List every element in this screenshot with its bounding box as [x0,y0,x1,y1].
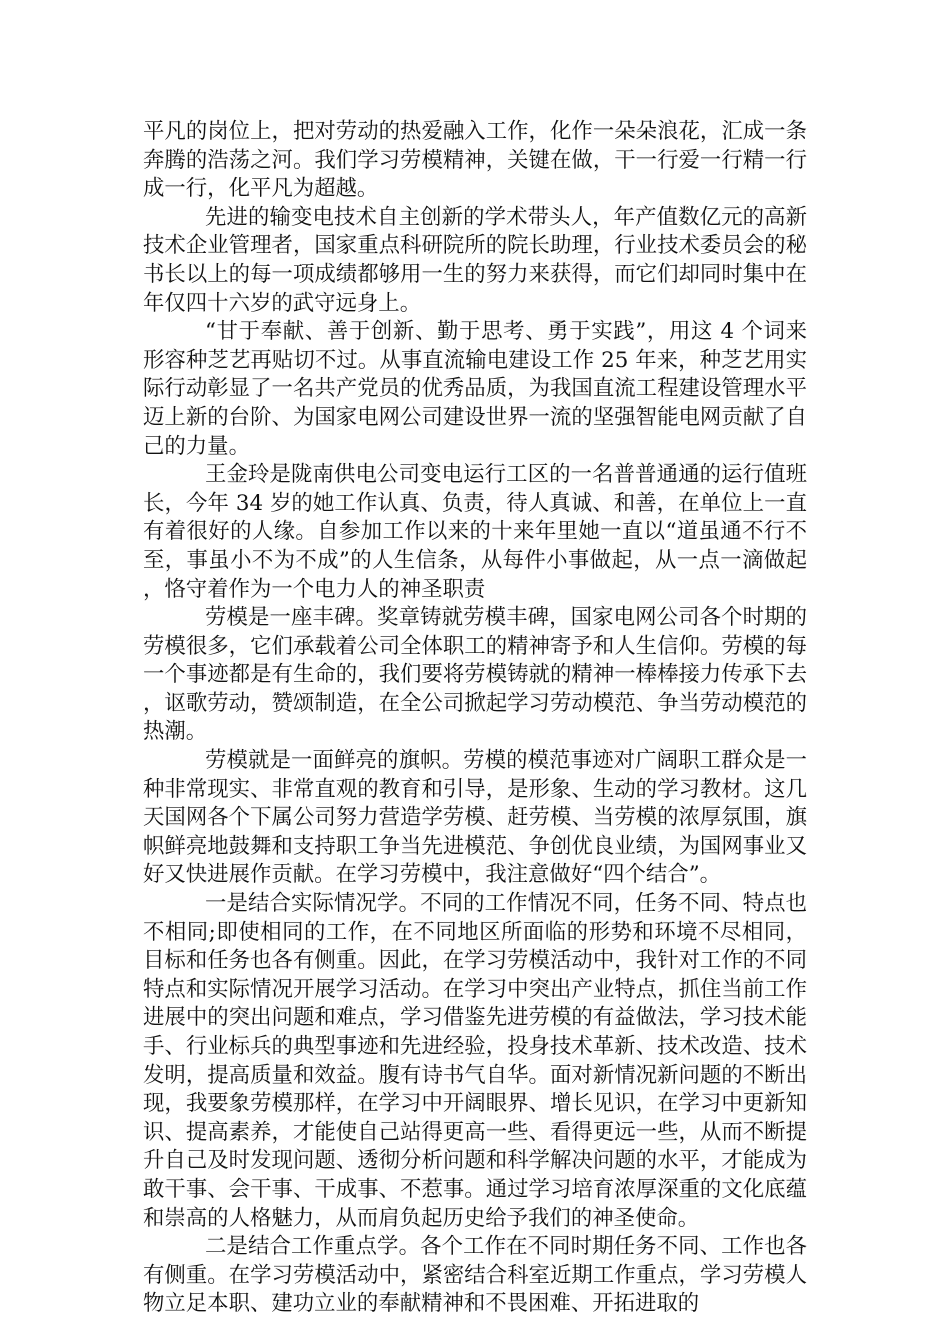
paragraph-1: 平凡的岗位上，把对劳动的热爱融入工作，化作一朵朵浪花，汇成一条奔腾的浩荡之河。我们学习劳模精神，关键在做，干一行爱一行精一行成一行，化平凡为超越。 [143,119,807,202]
paragraph-8: 二是结合工作重点学。各个工作在不同时期任务不同、工作也各有侧重。在学习劳模活动中，紧密结合科室近期工作重点，学习劳模人物立足本职、建功立业的奉献精神和不畏困难、开拓进取的 [143,1234,807,1317]
paragraph-4: 王金玲是陇南供电公司变电运行工区的一名普普通通的运行值班长，今年 34 岁的她工作认真、负责，待人真诚、和善，在单位上一直有着很好的人缘。自参加工作以来的十来年里她一直以“道虽通不行不至，事虽小不为不成”的人生信条，从每件小事做起，从一点一滴做起，恪守着作为一个电力人的神圣职责 [143,462,807,602]
paragraph-6: 劳模就是一面鲜亮的旗帜。劳模的模范事迹对广阔职工群众是一种非常现实、非常直观的教育和引导，是形象、生动的学习教材。这几天国网各个下属公司努力营造学劳模、赶劳模、当劳模的浓厚氛围，旗帜鲜亮地鼓舞和支持职工争当先进模范、争创优良业绩，为国网事业又好又快进展作贡献。在学习劳模中，我注意做好“四个结合”。 [143,748,807,888]
paragraph-5: 劳模是一座丰碑。奖章铸就劳模丰碑，国家电网公司各个时期的劳模很多，它们承载着公司全体职工的精神寄予和人生信仰。劳模的每一个事迹都是有生命的，我们要将劳模铸就的精神一棒棒接力传承下去，讴歌劳动，赞颂制造，在全公司掀起学习劳动模范、争当劳动模范的热潮。 [143,605,807,745]
document-body [143,118,807,1319]
paragraph-7: 一是结合实际情况学。不同的工作情况不同，任务不同、特点也不相同;即使相同的工作，在不同地区所面临的形势和环境不尽相同，目标和任务也各有侧重。因此，在学习劳模活动中，我针对工作的不同特点和实际情况开展学习活动。在学习中突出产业特点，抓住当前工作进展中的突出问题和难点，学习借鉴先进劳模的有益做法，学习技术能手、行业标兵的典型事迹和先进经验，投身技术革新、技术改造、技术发明，提高质量和效益。腹有诗书气自华。面对新情况新问题的不断出现，我要象劳模那样，在学习中开阔眼界、增长见识，在学习中更新知识、提高素养，才能使自己站得更高一些、看得更远一些，从而不断提升自己及时发现问题、透彻分析问题和科学解决问题的水平，才能成为敢干事、会干事、干成事、不惹事。通过学习培育浓厚深重的文化底蕴和崇高的人格魅力，从而肩负起历史给予我们的神圣使命。 [143,891,807,1231]
paragraph-2: 先进的输变电技术自主创新的学术带头人，年产值数亿元的高新技术企业管理者，国家重点科研院所的院长助理，行业技术委员会的秘书长以上的每一项成绩都够用一生的努力来获得，而它们却同时集中在年仅四十六岁的武守远身上。 [143,204,807,316]
paragraph-3: “甘于奉献、善于创新、勤于思考、勇于实践”，用这 4 个词来形容种芝艺再贴切不过。从事直流输电建设工作 25 年来，种芝艺用实际行动彰显了一名共产党员的优秀品质，为我国直流工程建设管理水平迈上新的台阶、为国家电网公司建设世界一流的坚强智能电网贡献了自己的力量。 [143,319,807,459]
